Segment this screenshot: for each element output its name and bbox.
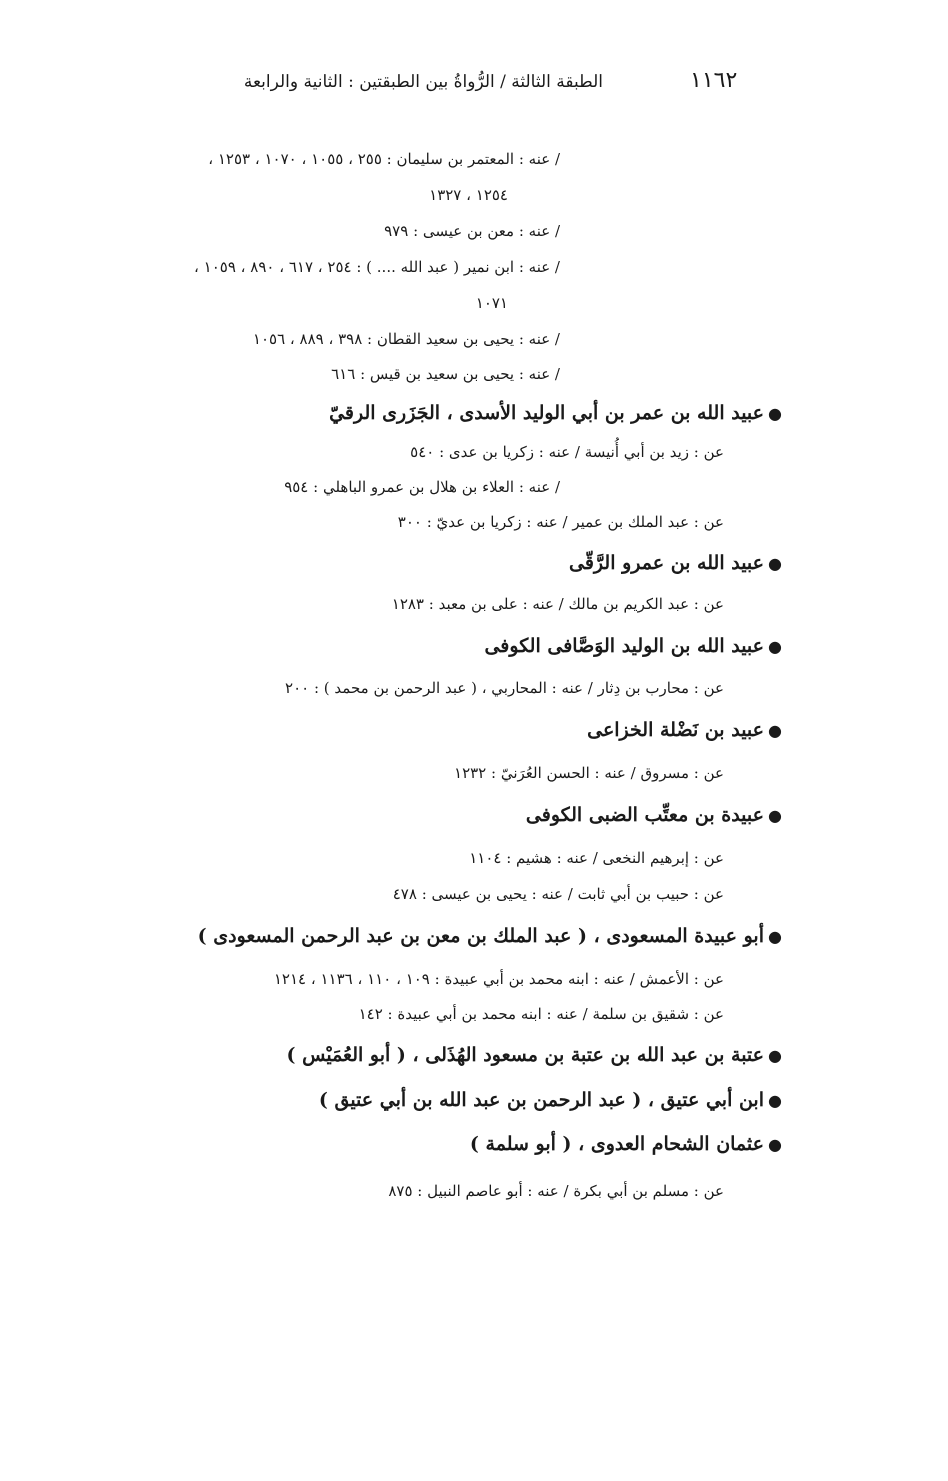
page-number: ١١٦٢ [690, 68, 738, 93]
text-line: / عنه : المعتمر بن سليمان : ٢٥٥ ، ١٠٥٥ ، ١٠٧٠ ، ١٢٥٣ ، [208, 150, 560, 168]
entry-heading [319, 1086, 786, 1115]
entry-heading [484, 632, 786, 661]
entry-heading [526, 801, 786, 830]
running-head: الطبقة الثالثة / الرُّواةُ بين الطبقتين : الثانية والرابعة [243, 72, 603, 92]
text-line: عن : شقيق بن سلمة / عنه : ابنه محمد بن أبي عبيدة : ١٤٢ [358, 1005, 724, 1023]
text-line: عن : عبد الكريم بن مالك / عنه : على بن معبد : ١٢٨٣ [391, 595, 724, 613]
bullet-icon: ● [768, 721, 782, 740]
text-line: / عنه : يحيى بن سعيد القطان : ٣٩٨ ، ٨٨٩ ، ١٠٥٦ [252, 330, 560, 348]
entry-name: عبيد بن نَضْلة الخزاعى [587, 719, 764, 741]
bullet-icon: ● [768, 637, 782, 656]
text-line: عن : إبرهيم النخعى / عنه : هشيم : ١١٠٤ [469, 849, 724, 867]
text-line: / عنه : ابن نمير ( عبد الله .... ) : ٢٥٤ ، ٦١٧ ، ٨٩٠ ، ١٠٥٩ ، [194, 258, 560, 276]
entry-name: عبيدة بن معتِّب الضبى الكوفى [525, 804, 764, 826]
bullet-icon: ● [768, 1135, 782, 1154]
text-line: / عنه : العلاء بن هلال بن عمرو الباهلي : ٩٥٤ [284, 478, 560, 496]
bullet-icon: ● [768, 927, 782, 946]
entry-name: عتبة بن عبد الله بن عتبة بن مسعود الهُذَلى ، ( أبو العُمَيْس ) [286, 1044, 764, 1066]
text-line: عن : زيد بن أبي أُنيسة / عنه : زكريا بن عدى : ٥٤٠ [410, 443, 724, 461]
text-line: عن : مسروق / عنه : الحسن العُرَنيّ : ١٢٣٢ [454, 764, 724, 782]
text-line: / عنه : معن بن عيسى : ٩٧٩ [384, 222, 560, 240]
entry-name: عبيد الله بن عمر بن أبي الوليد الأسدى ، الجَزَرى الرقيّ [329, 402, 764, 424]
entry-name: عبيد الله بن عمرو الرَّقّى [569, 552, 764, 574]
text-line: عن : مسلم بن أبي بكرة / عنه : أبو عاصم النبيل : ٨٧٥ [388, 1182, 724, 1200]
text-line: عن : الأعمش / عنه : ابنه محمد بن أبي عبيدة : ١٠٩ ، ١١٠ ، ١١٣٦ ، ١٢١٤ [273, 970, 724, 988]
entry-name: عثمان الشحام العدوى ، ( أبو سلمة ) [469, 1133, 764, 1155]
entry-heading [470, 1130, 786, 1159]
entry-name: أبو عبيدة المسعودى ، ( عبد الملك بن معن بن عبد الرحمن المسعودى ) [197, 925, 764, 947]
entry-heading [287, 1041, 786, 1070]
bullet-icon: ● [768, 806, 782, 825]
text-line: ١٠٧١ [475, 294, 508, 312]
bullet-icon: ● [768, 1091, 782, 1110]
bullet-icon: ● [768, 1046, 782, 1065]
entry-heading [329, 399, 786, 428]
entry-heading [587, 716, 786, 745]
entry-name: عبيد الله بن الوليد الوَصَّافى الكوفى [484, 635, 764, 657]
entry-heading [198, 922, 786, 951]
bullet-icon: ● [768, 404, 782, 423]
text-line: عن : حبيب بن أبي ثابت / عنه : يحيى بن عيسى : ٤٧٨ [392, 885, 724, 903]
bullet-icon: ● [768, 554, 782, 573]
text-line: / عنه : يحيى بن سعيد بن قيس : ٦١٦ [331, 365, 560, 383]
text-line: عن : عبد الملك بن عمير / عنه : زكريا بن عديّ : ٣٠٠ [397, 513, 724, 531]
text-line: عن : محارب بن دِثار / عنه : المحاربي ، ( عبد الرحمن بن محمد ) : ٢٠٠ [285, 679, 724, 697]
text-line: ١٢٥٤ ، ١٣٢٧ [429, 186, 508, 204]
entry-heading [569, 549, 786, 578]
entry-name: ابن أبي عتيق ، ( عبد الرحمن بن عبد الله بن أبي عتيق ) [318, 1089, 764, 1111]
